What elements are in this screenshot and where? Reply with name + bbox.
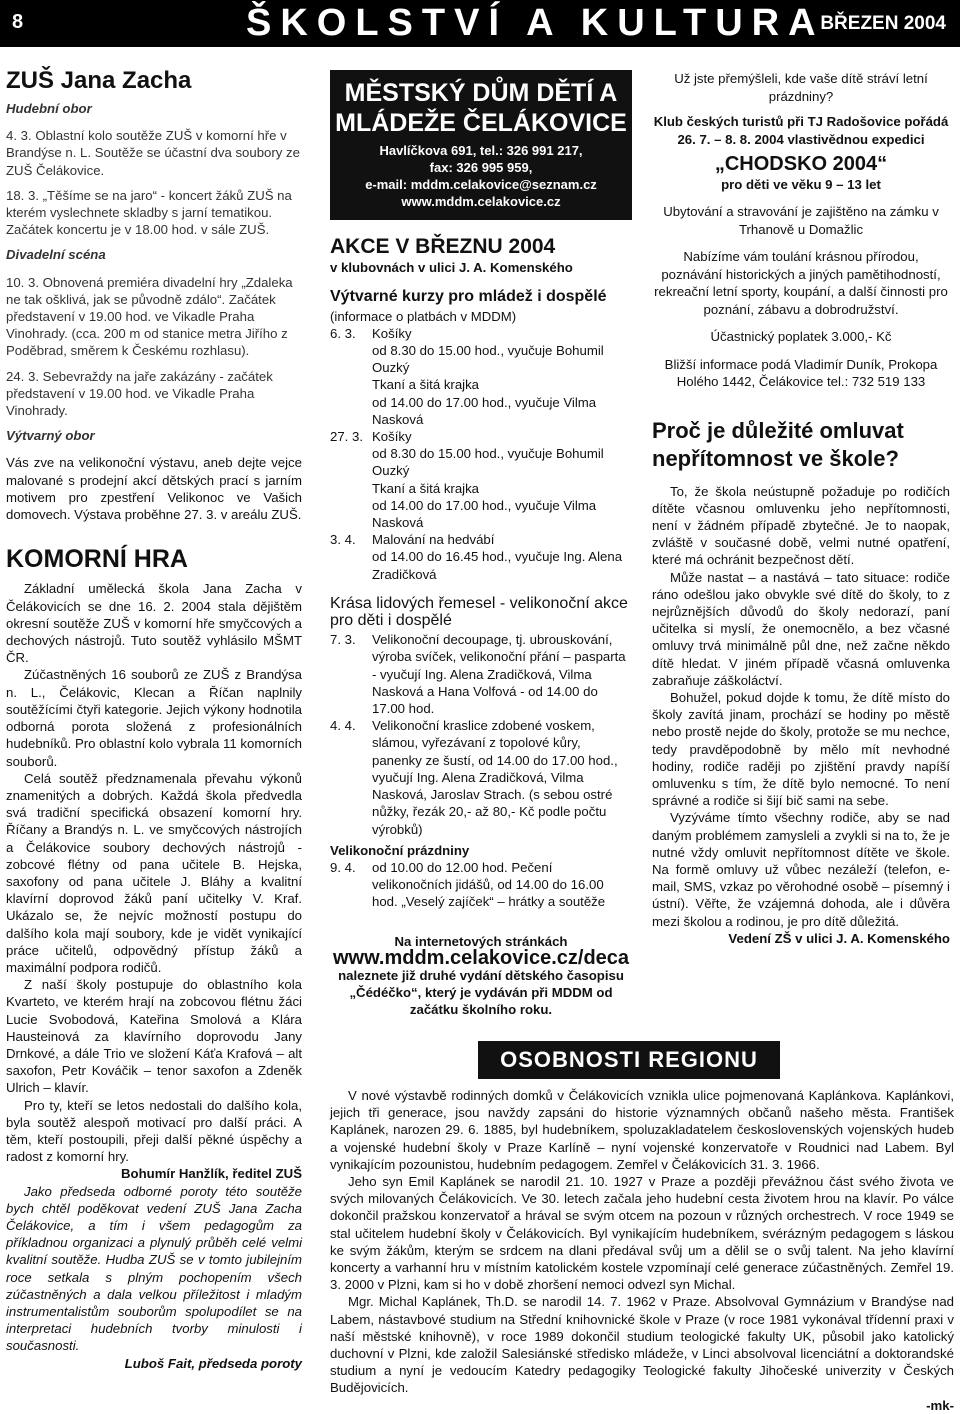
vytvarny-text: Vás zve na velikonoční výstavu, aneb dejte vejce malované s prodejní akcí dětských prací s jarním motivem pro zpestření Velikonoc ve Vašich domovech. Výstava proběhne 27. 3. v areálu ZUŠ.	[6, 455, 302, 523]
osobnosti-article	[330, 1087, 954, 1414]
schedule-row	[330, 325, 632, 342]
article-paragraph: Může nastat – a nastává – tato situace: rodiče ráno odešlou jako obvykle své dítě do školy, to z nejrůznějších důvodů do školy nedorazí, paní učitelka si myslí, že onemocnělo, a bez včasné omluvy trvá minimálně půl dne, než začne někdo dítě hledat. V jiném případě včasná omluvenka zabraňuje záškoláctví.	[652, 569, 950, 688]
article-paragraph: To, že škola neústupně požaduje po rodičích dítěte včasnou omluvenku jeho nepřítomnosti, není v žádném případě zbytečné. Je to naopak, zvláště v současné době, velmi nutné opatření, které má ochránit bezpečnost dětí.	[652, 483, 950, 568]
web-link[interactable]: www.mddm.celakovice.cz/deca	[332, 946, 630, 969]
camp-accommodation: Ubytování a stravování je zajištěno na zámku v Trhanově u Domažlic	[663, 204, 939, 237]
column-zus	[6, 66, 302, 1372]
mddm-address: Havlíčkova 691, tel.: 326 991 217,	[379, 143, 583, 158]
article-paragraph: Jako předseda odborné poroty této soutěže bych chtěl poděkovat vedení ZUŠ Jana Zacha Čelákovice, a tím i všem pedagogům za příkladnou organizaci a plynulý průběh celé velmi kvalitní soutěže. Hudba ZUŠ se v tomto jubilejním roce setkala s plným pochopením všech zúčastněných a dala velkou příležitost i mladým instrumentalistům souborům spolupodílet se na interpretaci hudebních tvorby minulosti i současnosti.	[6, 1183, 302, 1354]
camp-organizer: Klub českých turistů při TJ Radošovice pořádá 26. 7. – 8. 8. 2004 vlastivědnou expedici	[653, 114, 949, 147]
signature: Luboš Fait, předseda poroty	[124, 1355, 302, 1371]
prazdniny-entry	[330, 859, 632, 911]
camp-age: pro děti ve věku 9 – 13 let	[721, 176, 881, 192]
schedule-date	[330, 376, 372, 393]
schedule-row	[330, 428, 632, 445]
schedule-text: od 8.30 do 15.00 hod., vyučuje Bohumil Ouzký	[372, 446, 604, 479]
camp-offer: Nabízíme vám toulání krásnou přírodou, poznávání historických a jiných pamětihodností, rekreační letní sporty, koupání, a další činnosti pro poznání, zábavu a dobrodružství.	[654, 249, 948, 317]
mddm-fax: fax: 326 995 959,	[429, 160, 533, 175]
signature: Vedení ZŠ v ulici J. A. Komenského	[728, 930, 950, 946]
schedule-text: od 14.00 do 17.00 hod., vyučuje Vilma Nasková	[372, 394, 597, 427]
event-entry: 18. 3. „Těšíme se na jaro“ - koncert žáků ZUŠ na kterém vyslechnete skladby s jarní tematikou. Začátek koncertu je v 18.00 hod. v sále ZUŠ.	[6, 187, 292, 238]
web-intro: Na internetových stránkách	[394, 933, 568, 949]
schedule-date	[330, 342, 372, 376]
kras-list	[330, 631, 632, 837]
schedule-row	[330, 548, 632, 582]
article-paragraph: Celá soutěž předznamenala převahu výkonů znamenitých a dobrých. Každá škola předvedla svá tradiční specifická obsazení komorní hry. Říčany a Brandýs n. L. ve smyčcových nástrojích a Čelákovice soubory dechových nástrojů - zobcové flétny od pana učitele B. Hejska, saxofony od pana učitele J. Bláhy a kvalitní klavírní doprovod žáků paní učitelky V. Kraf. Ukázalo se, že nejvíc možností postupu do dalšího kola mají soubory, kde je vidět vynikající práce učitelů, odpovědný přístup žáků a maximální podpora rodičů.	[6, 770, 302, 975]
schedule-date: 27. 3.	[330, 429, 363, 445]
akce-title: AKCE V BŘEZNU 2004	[330, 235, 556, 258]
kurzy-title: Výtvarné kurzy pro mládež i dospělé	[330, 288, 607, 306]
schedule-row	[330, 717, 632, 837]
mddm-title: MĚSTSKÝ DŮM DĚTÍ A MLÁDEŽE ČELÁKOVICE	[335, 79, 627, 137]
zus-title: ZUŠ Jana Zacha	[6, 67, 192, 94]
camp-fee: Účastnický poplatek 3.000,- Kč	[710, 329, 892, 344]
article-paragraph: Mgr. Michal Kaplánek, Th.D. se narodil 14. 7. 1962 v Praze. Absolvoval Gymnázium v Brandýse nad Labem, nástavbové studium na Střední knihovnické škole v Praze (v roce 1981 vykonával třídenní praxi v naší městské knihovně), v roce 1989 dokončil studium teologické fakulty UK, působil jako katolický duchovní v Plzni, kde založil Salesiánské středisko mládeže, v Linci absolvoval licenciátní a doktorandské studium a nyní je vedoucím Katedry pedagogiky Teologické fakulty Jihočeské univerzity v Českých Budějovicích.	[330, 1294, 954, 1396]
kras-title: Krása lidových řemesel - velikonoční akce pro děti i dospělé	[330, 594, 628, 630]
camp-question: Už jste přemýšleli, kde vaše dítě stráví letní prázdniny?	[674, 71, 928, 104]
schedule-row	[330, 445, 632, 479]
kurzy-note: (informace o platbách v MDDM)	[330, 308, 517, 324]
column-right	[652, 70, 950, 947]
article-paragraph: V nové výstavbě rodinných domků v Čelákovicích vznikla ulice pojmenovaná Kaplánkova. Kaplánkovi, jejich tři generace, jsou navždy zapsáni do historie významných občanů našeho města. František Kaplánek, narozen 29. 6. 1885, byl hudebníkem, spoluzakladatelem československých vojenských hudeb a vojenské hudební školy v Praze Karlíně – nyní vojenské konzervatoře v Roudnici nad Labem. Byl vynikajícím pozounistou, hudebním pedagogem. Zemřel v Čelákovicích 31. 3. 1966.	[330, 1088, 954, 1172]
schedule-date	[330, 548, 372, 582]
schedule-text: od 14.00 do 17.00 hod., vyučuje Vilma Nasková	[372, 497, 597, 531]
akce-subtitle: v klubovnách v ulici J. A. Komenského	[330, 260, 573, 276]
article-paragraph: Vyzýváme tímto všechny rodiče, aby se nad daným problémem zamysleli a zvykli si na to, že je nutné vždy omluvit nepřítomnost dítěte ve škole. Na formě omluvy už vůbec nezáleží (telefon, e-mail, SMS, vzkaz po věrohodné osobě – písemný i ústní). Věřte, že vzájemná dohoda, ale i důvěra mezi školou a rodinou, je pro dítě důležitá.	[652, 810, 950, 929]
schedule-row	[330, 480, 632, 497]
schedule-row	[330, 531, 632, 548]
omluva-title: Proč je důležité omluvat nepřítomnost ve škole?	[652, 417, 904, 471]
schedule-date	[330, 394, 372, 428]
article-paragraph: Jeho syn Emil Kaplánek se narodil 21. 10. 1927 v Praze a později převážnou část svého života ve svých milovaných Čelákovicích. Ve 30. letech začala jeho hudební cesta životem hrou na klavír. Po válce dokončil pražskou konzervatoř a hrával se svým otcem na pozoun v různých orchestrech. V roce 1949 se stal učitelem hudební školy v Čelákovicích. Byl vynikajícím hudebníkem, svérázným pedagogem s láskou ke svým žákům, kterým se srdcem na dlani předával svůj um a dělil se o svůj talent. Na jeho klavírní koncerty a varhanní hru v místním katolickém kostele vzpomínají celé generace zúčastněných. Zemřel 19. 3. 2000 v Plzni, kam si ho v době zhoršení nemoci odvezl syn Michal.	[330, 1174, 954, 1293]
masthead-title: ŠKOLSTVÍ A KULTURA	[246, 2, 825, 44]
article-paragraph: Pro ty, kteří se letos nedostali do dalšího kola, byla soutěž alespoň motivací pro další práci. A těm, kteří postoupili, přeji další pěkné úspěchy a radost z komorní hry.	[6, 1097, 302, 1165]
article-paragraph: Bohužel, pokud dojde k tomu, že dítě místo do školy zavítá jinam, prochází se hodiny po městě nebo prostě nejde do školy, protože se mu nechce, tedy pravděpodobně by mělo mít nevhodné hodiny, rodiče raději po zjištění pravdy napíší omluvenku s tím, že dítě bylo nemocné. To není správné a rodiče si šijí bič sami na sebe.	[652, 689, 950, 809]
kurzy-list	[330, 325, 632, 583]
column-mddm	[330, 70, 632, 1019]
schedule-text: Košíky	[372, 325, 412, 341]
mddm-web[interactable]: www.mddm.celakovice.cz	[401, 194, 561, 209]
schedule-text: od 8.30 do 15.00 hod., vyučuje Bohumil Ouzký	[372, 343, 604, 376]
camp-contact: Bližší informace podá Vladimír Duník, Prokopa Holého 1442, Čelákovice tel.: 732 519 133	[664, 356, 938, 389]
schedule-row	[330, 394, 632, 428]
schedule-row	[330, 376, 632, 393]
schedule-text: Malování na hedvábí	[372, 532, 495, 548]
schedule-date	[330, 497, 372, 531]
signature: -mk-	[926, 1397, 954, 1413]
schedule-text: Velikonoční decoupage, tj. ubrouskování, výroba svíček, velikonoční přání – pasparta - vyučují Ing. Alena Zradičková, Vilma Nasková a Hana Volfová - od 14.00 do 17.00 hod.	[372, 632, 626, 717]
schedule-text: Tkaní a šitá krajka	[372, 480, 480, 496]
subhead-hudebni: Hudební obor	[6, 101, 92, 116]
schedule-text: Košíky	[372, 429, 412, 445]
schedule-row	[330, 342, 632, 376]
schedule-date	[330, 480, 372, 497]
article-paragraph: Z naší školy postupuje do oblastního kola Kvarteto, ve kterém hrají na zobcovou flétnu žáci Lucie Svobodová, Kateřina Smolová a Klára Hausteinová za klavírního doprovodu Jany Drnkové, a dále Trio ve složení Káťa Krafová – alt saxofon, Petr Kováčik – tenor saxofon a Zdeněk Ulrich – klavír.	[6, 977, 302, 1096]
mddm-box	[330, 70, 632, 220]
prazdniny-date: 9. 4.	[330, 859, 356, 875]
subhead-vytvarny: Výtvarný obor	[6, 428, 95, 444]
schedule-row	[330, 631, 632, 717]
schedule-text: od 14.00 do 16.45 hod., vyučuje Ing. Alena Zradičková	[372, 549, 623, 582]
signature: Bohumír Hanžlík, ředitel ZUŠ	[121, 1166, 302, 1182]
camp-name: „CHODSKO 2004“	[714, 153, 888, 175]
schedule-date: 7. 3.	[330, 632, 356, 648]
web-text: naleznete již druhé vydání dětského časopisu „Čédéčko“, který je vydáván při MDDM od začátku školního roku.	[338, 967, 624, 1018]
schedule-date: 6. 3.	[330, 325, 356, 341]
schedule-date: 3. 4.	[330, 532, 356, 548]
schedule-row	[330, 497, 632, 531]
komorni-title: KOMORNÍ HRA	[6, 545, 188, 574]
schedule-text: Tkaní a šitá krajka	[372, 377, 480, 393]
prazdniny-title: Velikonoční prázdniny	[330, 842, 470, 858]
osobnosti-title: OSOBNOSTI REGIONU	[478, 1041, 780, 1079]
event-entry: 24. 3. Sebevraždy na jaře zakázány - začátek představení v 19.00 hod. ve Vikadle Praha Vinohrady.	[6, 368, 273, 419]
subhead-divadelni: Divadelní scéna	[6, 247, 106, 263]
mddm-email[interactable]: e-mail: mddm.celakovice@seznam.cz	[365, 177, 597, 192]
issue-date: BŘEZEN 2004	[820, 13, 946, 34]
schedule-date	[330, 445, 372, 479]
prazdniny-text: od 10.00 do 12.00 hod. Pečení velikonočních jidášů, od 14.00 do 16.00 hod. „Veselý zajíček“ – hrátky a soutěže	[372, 859, 606, 910]
article-paragraph: Základní umělecká škola Jana Zacha v Čelákovicích se dne 16. 2. 2004 stala dějištěm okresní soutěže ZUŠ v komorní hře smyčcových a dechových nástrojů. Tuto soutěž vyhlásilo MŠMT ČR.	[6, 581, 302, 666]
event-entry: 4. 3. Oblastní kolo soutěže ZUŠ v komorní hře v Brandýse n. L. Soutěže se účastní dva soubory ze ZUŠ Čelákovice.	[6, 128, 300, 178]
schedule-text: Velikonoční kraslice zdobené voskem, slámou, vyřezávaní z topolové kůry, panenky ze šustí, od 14.00 do 17.00 hod., vyučují Ing. Alena Zradičková, Vilma Nasková, Jaroslav Strach. (s sebou ostré nůžky, řezák 20,- až 80,- Kč podle počtu výrobků)	[372, 718, 618, 837]
page-header	[0, 0, 960, 47]
event-entry: 10. 3. Obnovená premiéra divadelní hry „Zdaleka ne tak ošklivá, jak se původně zdálo“. Začátek představení v 19.00 hod. ve Vikadle Praha Vinohrady. (cca. 200 m od stanice metra Jiřího z Poděbrad, směrem k Českému rozhlasu).	[6, 274, 293, 359]
schedule-date: 4. 4.	[330, 718, 356, 734]
article-paragraph: Zúčastněných 16 souborů ze ZUŠ z Brandýsa n. L., Čelákovic, Klecan a Říčan naplnily soutěžícími čtyři kategorie. Jejich výkony hodnotila odborná porota složená z profesionálních hudebníků. Pro oblastní kolo vybrala 11 komorních souborů.	[6, 667, 302, 769]
page-number: 8	[12, 11, 24, 33]
